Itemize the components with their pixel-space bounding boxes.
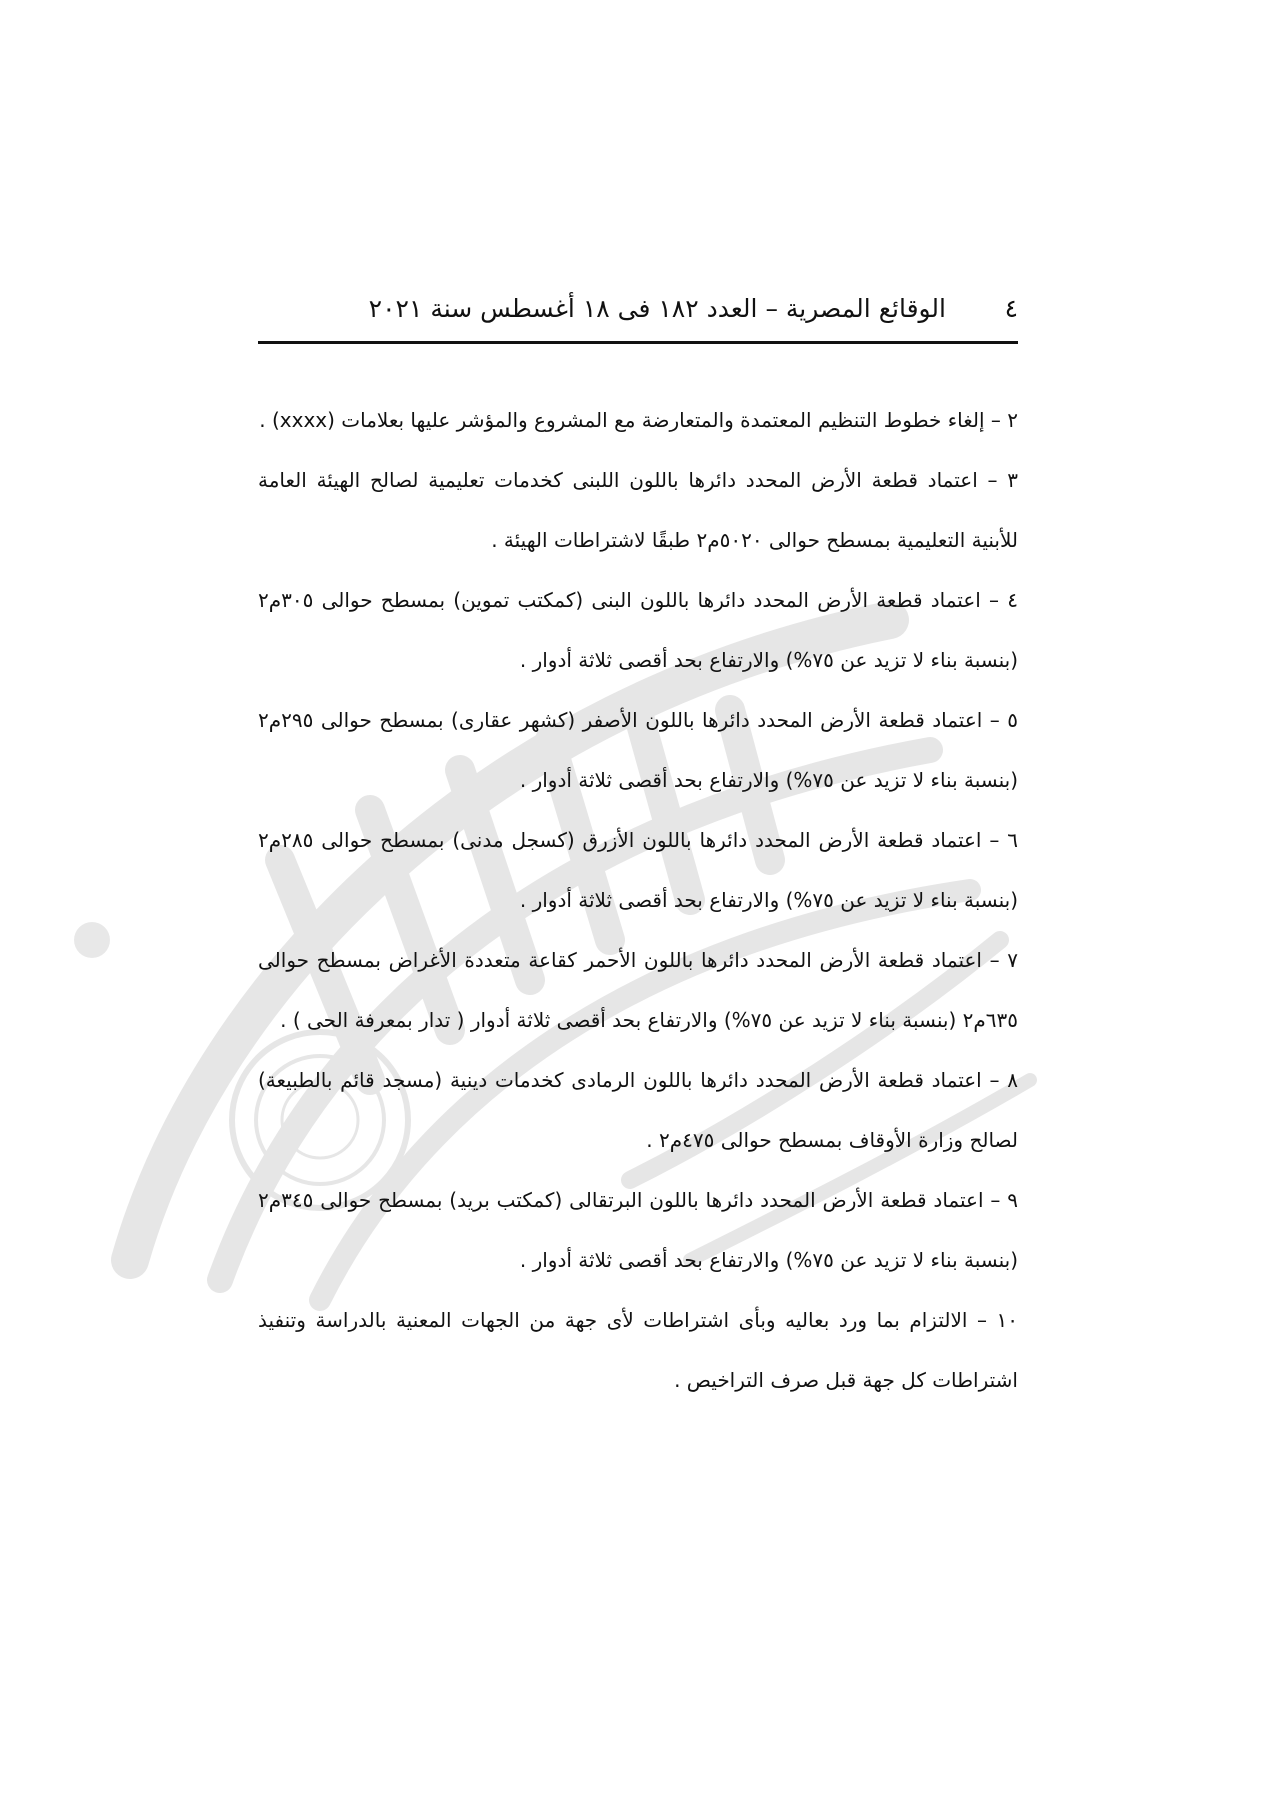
publication-title: الوقائع المصرية – العدد ١٨٢ فى ١٨ أغسطس سنة ٢٠٢١ bbox=[368, 294, 946, 323]
header-divider bbox=[258, 341, 1018, 344]
page-number: ٤ bbox=[1004, 294, 1018, 323]
list-item: ٧ – اعتماد قطعة الأرض المحدد دائرها باللون الأحمر كقاعة متعددة الأغراض بمسطح حوالى ٦٣٥م٢ (بنسبة بناء لا تزيد عن ٧٥%) والارتفاع بحد أقصى ثلاثة أدوار ( تدار بمعرفة الحى ) . bbox=[258, 948, 1018, 1032]
list-item: ٢ – إلغاء خطوط التنظيم المعتمدة والمتعارضة مع المشروع والمؤشر عليها بعلامات (xxxx) . bbox=[259, 408, 1018, 432]
list-item: ١٠ – الالتزام بما ورد بعاليه وبأى اشتراطات لأى جهة من الجهات المعنية بالدراسة وتنفيذ اشتراطات كل جهة قبل صرف التراخيص . bbox=[258, 1308, 1018, 1392]
list-item: ٩ – اعتماد قطعة الأرض المحدد دائرها باللون البرتقالى (كمكتب بريد) بمسطح حوالى ٣٤٥م٢ (بنسبة بناء لا تزيد عن ٧٥%) والارتفاع بحد أقصى ثلاثة أدوار . bbox=[258, 1188, 1018, 1272]
list-item: ٣ – اعتماد قطعة الأرض المحدد دائرها باللون اللبنى كخدمات تعليمية لصالح الهيئة العامة للأبنية التعليمية بمسطح حوالى ٥٠٢٠م٢ طبقًا لاشتراطات الهيئة . bbox=[258, 468, 1018, 552]
list-item: ٥ – اعتماد قطعة الأرض المحدد دائرها باللون الأصفر (كشهر عقارى) بمسطح حوالى ٢٩٥م٢ (بنسبة بناء لا تزيد عن ٧٥%) والارتفاع بحد أقصى ثلاثة أدوار . bbox=[258, 708, 1018, 792]
list-item: ٦ – اعتماد قطعة الأرض المحدد دائرها باللون الأزرق (كسجل مدنى) بمسطح حوالى ٢٨٥م٢ (بنسبة بناء لا تزيد عن ٧٥%) والارتفاع بحد أقصى ثلاثة أدوار . bbox=[258, 828, 1018, 912]
page-header bbox=[258, 292, 1018, 328]
list-item: ٤ – اعتماد قطعة الأرض المحدد دائرها باللون البنى (كمكتب تموين) بمسطح حوالى ٣٠٥م٢ (بنسبة بناء لا تزيد عن ٧٥%) والارتفاع بحد أقصى ثلاثة أدوار . bbox=[258, 588, 1018, 672]
list-item: ٨ – اعتماد قطعة الأرض المحدد دائرها باللون الرمادى كخدمات دينية (مسجد قائم بالطبيعة) لصالح وزارة الأوقاف بمسطح حوالى ٤٧٥م٢ . bbox=[258, 1068, 1018, 1152]
document-body bbox=[258, 390, 1018, 1410]
